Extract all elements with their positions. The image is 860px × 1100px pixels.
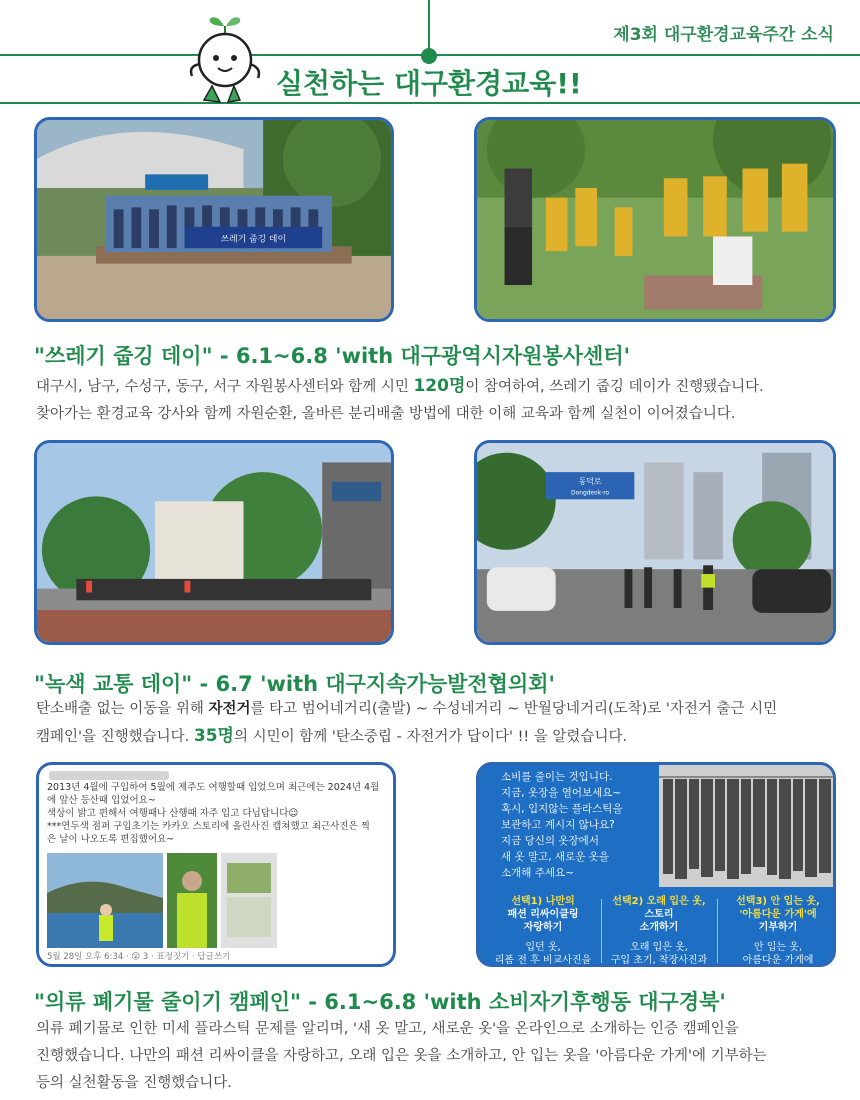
poster-option-desc: 구입 초기, 착장사진과 — [610, 955, 708, 966]
poster-option-line: '아름다운 가게'에 — [739, 909, 817, 920]
section1-text: 이 참여하여, 쓰레기 줍깅 데이가 진행됐습니다. — [465, 379, 764, 395]
poster-option-3 — [725, 895, 831, 934]
poster-line: 보관하고 계시지 않나요? — [501, 819, 615, 831]
post-line: 색상이 밝고 편해서 여행때나 산행때 자주 입고 다닙답니다 — [47, 808, 289, 819]
poster-option-1 — [493, 895, 593, 934]
section2-text: 탄소배출 없는 이동을 위해 — [36, 701, 209, 717]
poster-line: 혹시, 입지않는 플라스틱을 — [501, 803, 623, 815]
poster-option-line: 스토리 — [644, 909, 674, 920]
photo-cyclists-gathering — [34, 440, 394, 645]
post-photo-blurred — [221, 853, 277, 948]
post-line: ***연두색 점퍼 구입초기는 카카오 스토리에 올린사진 캡쳐했고 최근사진은 찍 — [47, 821, 370, 832]
poster-option-desc: 리폼 전 후 비교사진을 — [494, 955, 592, 966]
road-sign-text: 동덕로 — [578, 476, 602, 486]
post-photo-hike — [167, 853, 217, 948]
section2-bold: 자전거 — [208, 701, 251, 717]
smile-emoji-icon: ☺ — [288, 808, 299, 819]
section3-text: 진행했습니다. 나만의 패션 리싸이클을 자랑하고, 오래 입은 옷을 소개하고, 안 입는 옷을 '아름다운 가게'에 기부하는 — [36, 1048, 767, 1064]
campaign-poster — [476, 762, 836, 967]
section2-body — [36, 696, 836, 751]
poster-line: 지금, 옷장을 열어보세요~ — [501, 787, 622, 799]
post-footer: 5월 28일 오후 6:34 · 😮 3 · 표정짓기 · 답글쓰기 — [47, 952, 231, 962]
poster-divider — [717, 899, 718, 963]
issue-label: 제3회 대구환경교육주간 소식 — [613, 25, 834, 45]
poster-option-desc: 아름다운 가게에 — [742, 955, 814, 966]
poster-line: 새 옷 말고, 새로운 옷을 — [501, 851, 609, 863]
poster-option-line: 자랑하기 — [523, 922, 563, 933]
section2-count: 35명 — [193, 726, 234, 746]
poster-option-3-desc — [725, 941, 831, 967]
section1-count: 120명 — [413, 376, 466, 396]
section1-title: "쓰레기 줍깅 데이" - 6.1~6.8 'with 대구광역시자원봉사센터' — [34, 344, 631, 368]
section3-text: 등의 실천활동을 진행했습니다. — [36, 1075, 232, 1091]
poster-option-desc: 입던 옷, — [525, 942, 561, 953]
poster-option-2-desc — [609, 941, 709, 967]
mascot-illustration — [178, 10, 274, 106]
header-rule-bottom — [0, 102, 860, 104]
photo-trash-sorting — [474, 117, 836, 322]
poster-option-line: 기부하기 — [758, 922, 798, 933]
section2-text: 캠페인'을 진행했습니다. — [36, 729, 194, 745]
photo-cyclists-road — [474, 440, 836, 645]
section1-text: 대구시, 남구, 수성구, 동구, 서구 자원봉사센터와 함께 시민 — [36, 379, 414, 395]
poster-option-line: 패션 리싸이클링 — [507, 909, 579, 920]
post-line: 은 날이 나오도록 편집했어요~ — [47, 834, 175, 845]
poster-option-desc: 안 입는 옷, — [753, 942, 803, 953]
poster-divider — [601, 899, 602, 963]
road-sign-text-en: Dongdeok-ro — [571, 490, 610, 497]
section1-text: 찾아가는 환경교육 강사와 함께 자원순환, 올바른 분리배출 방법에 대한 이해 교육과 함께 실천이 이어졌습니다. — [36, 406, 736, 422]
poster-line: 소비를 줄이는 것입니다. — [501, 771, 613, 783]
post-line: 에 앞산 등산때 입었어요~ — [47, 795, 156, 806]
banner-text: 쓰레기 줍깅 데이 — [220, 234, 287, 245]
poster-option-line: 소개하기 — [639, 922, 679, 933]
section2-text: 의 시민이 함께 '탄소중립 - 자전거가 답이다' !! 을 알렸습니다. — [233, 729, 628, 745]
poster-option-line: 선택1) 나만의 — [511, 896, 575, 907]
poster-option-desc: 오래 입은 옷, — [630, 942, 688, 953]
section3-text: 의류 폐기물로 인한 미세 플라스틱 문제를 알리며, '새 옷 말고, 새로운 옷'을 온라인으로 소개하는 인증 캠페인을 — [36, 1021, 739, 1037]
poster-option-line: 선택2) 오래 입은 옷, — [612, 896, 706, 907]
blurred-username — [49, 771, 169, 780]
section2-text: 를 타고 범어네거리(출발) ~ 수성네거리 ~ 반월당네거리(도착)로 '자전거 출근 시민 — [250, 701, 778, 717]
section1-body — [36, 373, 836, 428]
section3-title: "의류 폐기물 줄이기 캠페인" - 6.1~6.8 'with 소비자기후행동 대구경북' — [34, 990, 726, 1014]
poster-text — [501, 769, 661, 881]
section2-title: "녹색 교통 데이" - 6.7 'with 대구지속가능발전협의회' — [34, 672, 555, 696]
photo-volunteer-group — [34, 117, 394, 322]
poster-option-1-desc — [493, 941, 593, 967]
poster-clothes-photo — [659, 765, 836, 887]
post-text — [47, 781, 387, 846]
main-title: 실천하는 대구환경교육!! — [276, 67, 582, 100]
poster-line: 지금 당신의 옷장에서 — [501, 835, 599, 847]
post-photo-sea — [47, 853, 163, 948]
poster-line: 소개해 주세요~ — [501, 867, 574, 879]
post-line: 2013년 4월에 구입하여 5월에 제주도 여행할때 입었으며 최근에는 2024년 4월 — [47, 782, 380, 793]
screenshot-social-post — [36, 762, 396, 967]
poster-option-line: 선택3) 안 입는 옷, — [736, 896, 820, 907]
poster-option-2 — [609, 895, 709, 934]
section3-body — [36, 1016, 836, 1097]
